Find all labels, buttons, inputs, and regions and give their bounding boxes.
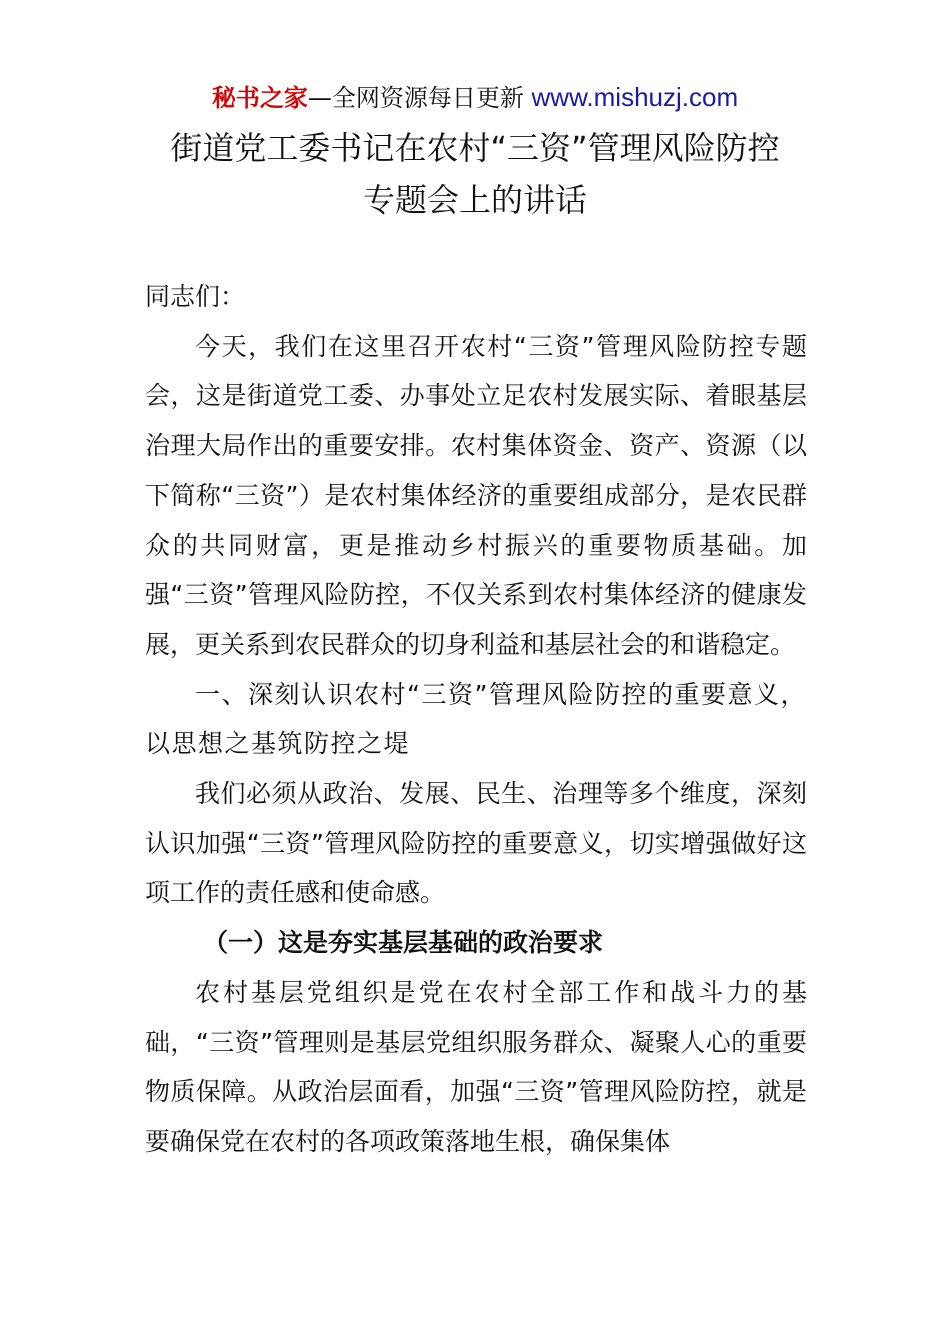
paragraph-subsection-1: 农村基层党组织是党在农村全部工作和战斗力的基础，“三资”管理则是基层党组织服务群众、凝聚人心的重要物质保障。从政治层面看，加强“三资”管理风险防控，就是要确保党在农村的各项政策落地生根，确保集体: [145, 977, 807, 1156]
title-line-2: 专题会上的讲话: [362, 181, 587, 219]
document-body: [145, 272, 807, 1167]
paragraph-section-1: 我们必须从政治、发展、民生、治理等多个维度，深刻认识加强“三资”管理风险防控的重要意义，切实增强做好这项工作的责任感和使命感。: [145, 779, 807, 908]
site-url-link[interactable]: www.mishuzj.com: [531, 82, 739, 112]
site-header: [0, 80, 950, 115]
salutation: 同志们：: [145, 282, 246, 311]
paragraph-intro: 今天，我们在这里召开农村“三资”管理风险防控专题会，这是街道党工委、办事处立足农村发展实际、着眼基层治理大局作出的重要安排。农村集体资金、资产、资源（以下简称“三资”）是农村集体经济的重要组成部分，是农民群众的共同财富，更是推动乡村振兴的重要物质基础。加强“三资”管理风险防控，不仅关系到农村集体经济的健康发展，更关系到农民群众的切身利益和基层社会的和谐稳定。: [145, 331, 807, 659]
document-title: [0, 122, 950, 226]
brand-name: 秘书之家: [211, 84, 308, 112]
section-heading-1: 一、深刻认识农村“三资”管理风险防控的重要意义，以思想之基筑防控之堤: [145, 679, 807, 759]
header-slogan: —全网资源每日更新: [307, 84, 532, 112]
subsection-heading-1: （一）这是夯实基层基础的政治要求: [203, 928, 604, 958]
title-line-1: 街道党工委书记在农村“三资”管理风险防控: [170, 129, 780, 167]
